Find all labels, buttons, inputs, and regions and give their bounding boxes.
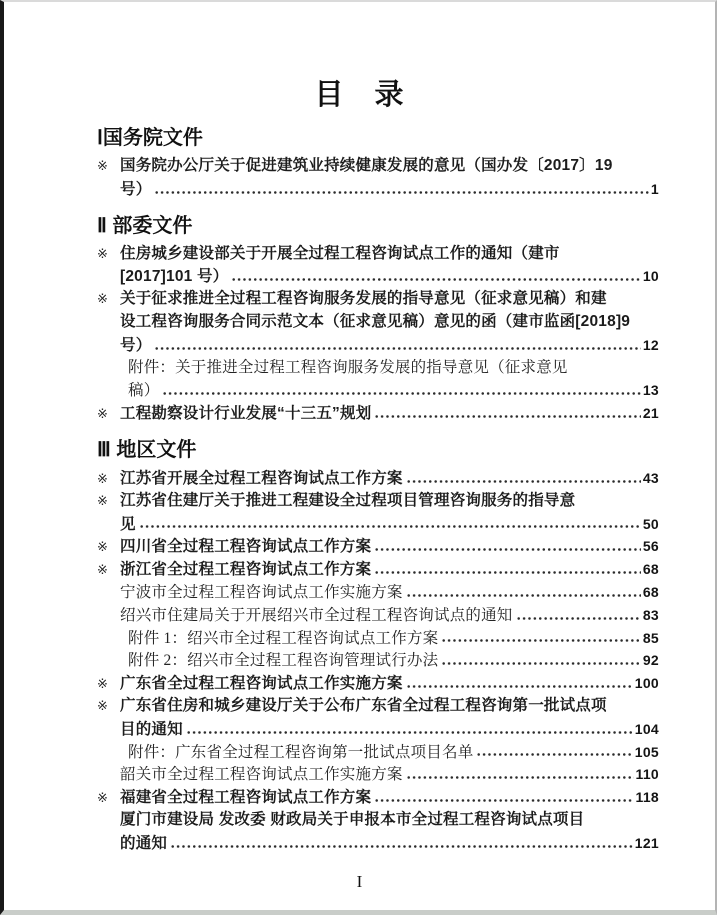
entry-text: 的通知 — [120, 834, 168, 852]
section-entries — [97, 467, 659, 855]
entry-marker: ※ — [97, 539, 108, 555]
entry-page-number: 110 — [635, 766, 659, 783]
entry-text: 附件 1：绍兴市全过程工程咨询试点工作方案 — [128, 629, 439, 647]
entry-marker: ※ — [97, 790, 108, 806]
dot-leader — [374, 796, 633, 805]
entry-page-number: 56 — [642, 538, 659, 555]
entry-text: 稿） — [128, 382, 160, 400]
toc-section — [97, 213, 659, 425]
entry-page-number: 13 — [642, 382, 659, 399]
toc-entry-line — [97, 402, 659, 425]
entry-text: 广东省住房和城乡建设厅关于公布广东省全过程工程咨询第一批试点项 — [120, 696, 607, 714]
dot-leader — [154, 344, 640, 353]
entry-page-number: 50 — [642, 515, 659, 532]
dot-leader — [154, 188, 649, 197]
entry-text: 宁波市全过程工程咨询试点工作实施方案 — [120, 583, 403, 601]
toc-entry-line — [97, 627, 659, 650]
section-heading: Ⅲ 地区文件 — [97, 438, 197, 461]
entry-page-number: 12 — [642, 336, 659, 353]
toc-entry-line — [97, 155, 659, 178]
toc-entry-line — [97, 695, 659, 718]
entry-text: 工程勘察设计行业发展“十三五”规划 — [120, 405, 372, 423]
toc-entry-line — [97, 265, 659, 288]
section-heading: Ⅱ 部委文件 — [97, 214, 193, 237]
section-entries — [97, 243, 659, 425]
entry-text: 住房城乡建设部关于开展全过程工程咨询试点工作的通知（建市 — [120, 244, 560, 262]
toc-entry-line — [97, 741, 659, 764]
toc-entry-line — [97, 604, 659, 627]
dot-leader — [374, 412, 640, 421]
dot-leader — [516, 614, 641, 623]
entry-page-number: 68 — [642, 583, 659, 600]
dot-leader — [231, 275, 640, 284]
toc-entry-line — [97, 490, 659, 513]
entry-text: 四川省全过程工程咨询试点工作方案 — [120, 538, 372, 556]
dot-leader — [186, 728, 633, 737]
toc-entry-line — [97, 513, 659, 536]
toc-entry-line — [97, 467, 659, 490]
dot-leader — [406, 682, 633, 691]
toc-entry-line — [97, 178, 659, 201]
entry-page-number: 68 — [642, 561, 659, 578]
toc-entry-line — [97, 718, 659, 741]
entry-page-number: 118 — [635, 789, 659, 806]
entry-text: 附件：关于推进全过程工程咨询服务发展的指导意见（征求意见 — [128, 358, 568, 376]
entry-text: 浙江省全过程工程咨询试点工作方案 — [120, 561, 372, 579]
entry-marker: ※ — [97, 562, 108, 578]
entry-page-number: 121 — [634, 834, 659, 851]
entry-marker: ※ — [97, 245, 108, 261]
entry-text: 见 — [120, 515, 136, 533]
entry-marker: ※ — [97, 697, 108, 713]
entry-text: 设工程咨询服务合同示范文本（征求意见稿）意见的函（建市监函[2018]9 — [120, 312, 631, 330]
dot-leader — [406, 591, 641, 600]
dot-leader — [162, 389, 640, 398]
entry-text: 绍兴市住建局关于开展绍兴市全过程工程咨询试点的通知 — [120, 606, 513, 624]
entry-text: 韶关市全过程工程咨询试点工作实施方案 — [120, 766, 403, 784]
entry-page-number: 100 — [634, 675, 659, 692]
entry-text: 福建省全过程工程咨询试点工作方案 — [120, 789, 372, 807]
toc-section — [97, 437, 659, 855]
toc-entry-line — [97, 832, 659, 855]
entry-page-number: 104 — [634, 720, 659, 737]
toc-sections — [97, 125, 659, 855]
toc-entry-line — [97, 809, 659, 832]
entry-marker: ※ — [97, 291, 108, 307]
section-heading: Ⅰ国务院文件 — [97, 127, 203, 149]
entry-text: 附件：广东省全过程工程咨询第一批试点项目名单 — [128, 743, 474, 761]
toc-entry-line — [97, 379, 659, 402]
page-title: 目 录 — [314, 79, 405, 111]
toc-entry-line — [97, 311, 659, 334]
toc-entry-line — [97, 334, 659, 357]
entry-text: 号） — [120, 336, 152, 354]
entry-page-number: 92 — [642, 652, 659, 669]
toc-entry-line — [97, 243, 659, 266]
toc-entry-line — [97, 649, 659, 672]
entry-text: [2017]101 号） — [120, 268, 229, 286]
entry-marker: ※ — [97, 406, 108, 422]
dot-leader — [441, 659, 640, 668]
entry-marker: ※ — [97, 470, 108, 486]
toc-entry-line — [97, 357, 659, 380]
entry-text: 厦门市建设局 发改委 财政局关于申报本市全过程工程咨询试点项目 — [120, 810, 585, 828]
dot-leader — [406, 773, 634, 782]
section-entries — [97, 155, 659, 201]
toc-entry-line — [97, 672, 659, 695]
entry-marker: ※ — [97, 158, 108, 173]
dot-leader — [406, 477, 641, 486]
entry-page-number: 85 — [642, 629, 659, 646]
entry-page-number: 43 — [642, 469, 659, 486]
dot-leader — [374, 568, 641, 577]
entry-page-number: 10 — [642, 268, 659, 285]
entry-page-number: 83 — [642, 606, 659, 623]
dot-leader — [170, 842, 633, 851]
footer-page-number: I — [356, 872, 363, 891]
dot-leader — [441, 636, 640, 645]
toc-entry-line — [97, 581, 659, 604]
toc-entry-line — [97, 558, 659, 581]
entry-text: 广东省全过程工程咨询试点工作实施方案 — [120, 675, 403, 693]
entry-page-number: 105 — [634, 743, 659, 760]
entry-text: 关于征求推进全过程工程咨询服务发展的指导意见（征求意见稿）和建 — [120, 290, 607, 308]
toc-section — [97, 125, 659, 201]
dot-leader — [139, 522, 641, 531]
entry-page-number: 21 — [642, 405, 659, 422]
entry-page-number: 1 — [650, 180, 659, 197]
toc-entry-line — [97, 786, 659, 809]
entry-text: 附件 2：绍兴市全过程工程咨询管理试行办法 — [128, 652, 439, 670]
entry-text: 目的通知 — [120, 720, 183, 738]
toc-entry-line — [97, 288, 659, 311]
entry-text: 江苏省住建厅关于推进工程建设全过程项目管理咨询服务的指导意 — [120, 491, 576, 509]
toc-entry-line — [97, 763, 659, 786]
dot-leader — [374, 545, 641, 554]
entry-marker: ※ — [97, 676, 108, 692]
entry-marker: ※ — [97, 492, 108, 508]
entry-text: 江苏省开展全过程工程咨询试点工作方案 — [120, 469, 403, 487]
toc-entry-line — [97, 535, 659, 558]
entry-text: 号） — [120, 180, 152, 198]
entry-text: 国务院办公厅关于促进建筑业持续健康发展的意见（国办发〔2017〕19 — [120, 157, 613, 174]
dot-leader — [476, 750, 632, 759]
